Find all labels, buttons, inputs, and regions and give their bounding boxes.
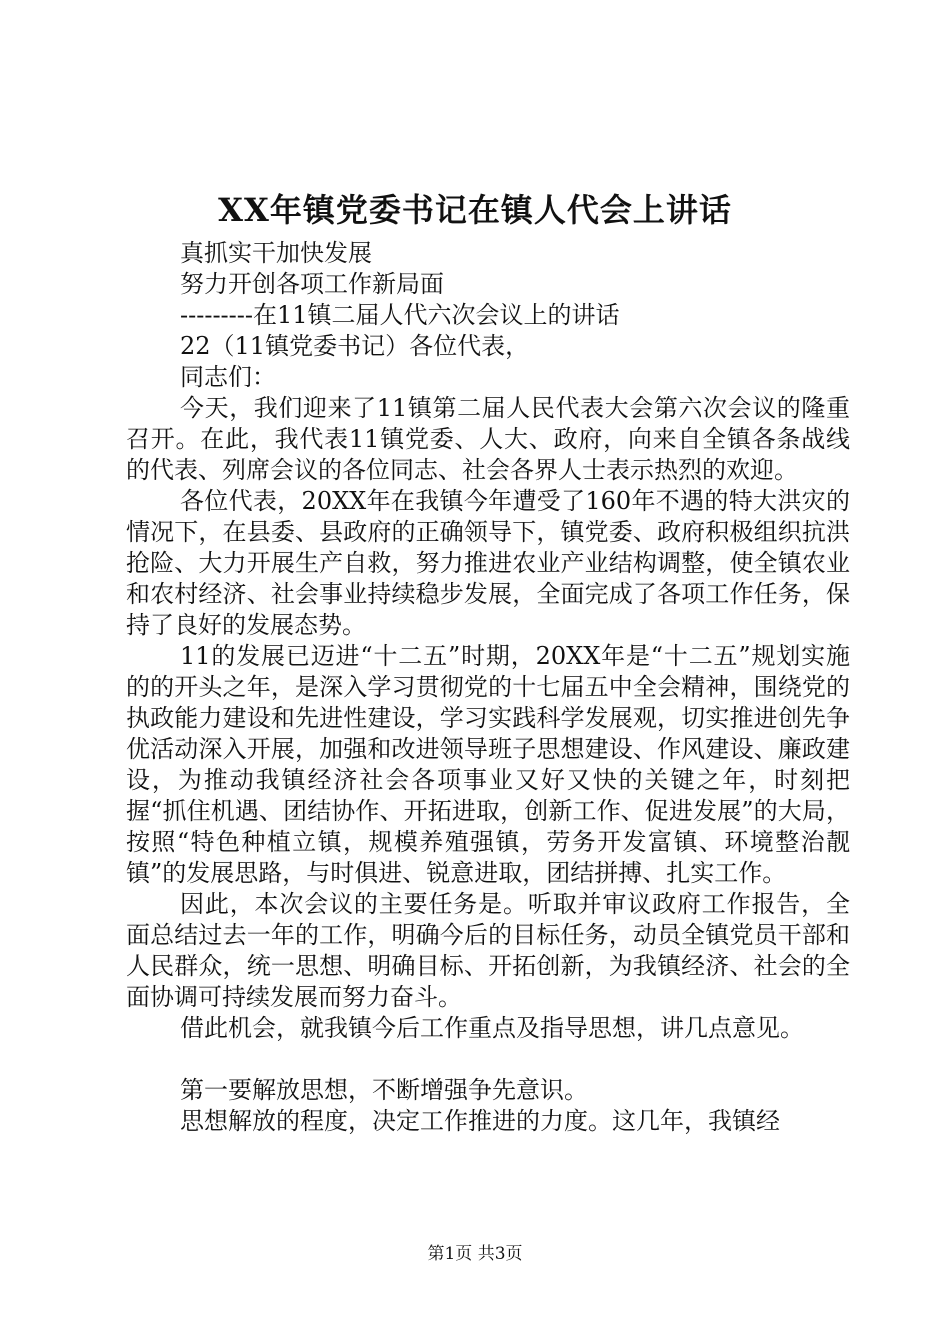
subtitle-line-2: 努力开创各项工作新局面 — [180, 270, 444, 298]
section-heading: 第一要解放思想，不断增强争先意识。 — [180, 1076, 588, 1104]
paragraph-thought-liberation: 思想解放的程度，决定工作推进的力度。这几年，我镇经 — [180, 1107, 780, 1135]
paragraph-opinions: 借此机会，就我镇今后工作重点及指导思想，讲几点意见。 — [180, 1014, 804, 1042]
document-body — [126, 238, 850, 1137]
paragraph-welcome: 今天，我们迎来了11镇第二届人民代表大会第六次会议的隆重召开。在此，我代表11镇党委、人大、政府，向来自全镇各条战线的代表、列席会议的各位同志、社会各界人士表示热烈的欢迎。 — [126, 394, 850, 484]
document-title: XX年镇党委书记在镇人代会上讲话 — [218, 191, 732, 229]
subtitle-line-3: ---------在11镇二届人代六次会议上的讲话 — [180, 301, 620, 329]
paragraph-review: 各位代表，20XX年在我镇今年遭受了160年不遇的特大洪灾的情况下，在县委、县政府的正确领导下，镇党委、政府积极组织抗洪抢险、大力开展生产自救，努力推进农业产业结构调整，使全镇农业和农村经济、社会事业持续稳步发展，全面完成了各项工作任务，保持了良好的发展态势。 — [126, 487, 850, 639]
subtitle-line-1: 真抓实干加快发展 — [180, 239, 372, 267]
page-footer: 第1页 共3页 — [427, 1244, 523, 1264]
paragraph-outlook: 11的发展已迈进“十二五”时期，20XX年是“十二五”规划实施的的开头之年，是深入学习贯彻党的十七届五中全会精神，围绕党的执政能力建设和先进性建设，学习实践科学发展观，切实推进创先争优活动深入开展，加强和改进领导班子思想建设、作风建设、廉政建设，为推动我镇经济社会各项事业又好又快的关键之年，时刻把握“抓住机遇、团结协作、开拓进取，创新工作、促进发展”的大局，按照“特色种植立镇，规模养殖强镇，劳务开发富镇、环境整治靓镇”的发展思路，与时俱进、锐意进取，团结拼搏、扎实工作。 — [126, 642, 850, 887]
blank-line — [126, 1044, 850, 1075]
paragraph-tasks: 因此，本次会议的主要任务是。听取并审议政府工作报告，全面总结过去一年的工作，明确今后的目标任务，动员全镇党员干部和人民群众，统一思想、明确目标、开拓创新，为我镇经济、社会的全面协调可持续发展而努力奋斗。 — [126, 890, 850, 1011]
speaker-line: 22（11镇党委书记）各位代表， — [180, 332, 530, 360]
greeting-line: 同志们： — [180, 363, 276, 391]
